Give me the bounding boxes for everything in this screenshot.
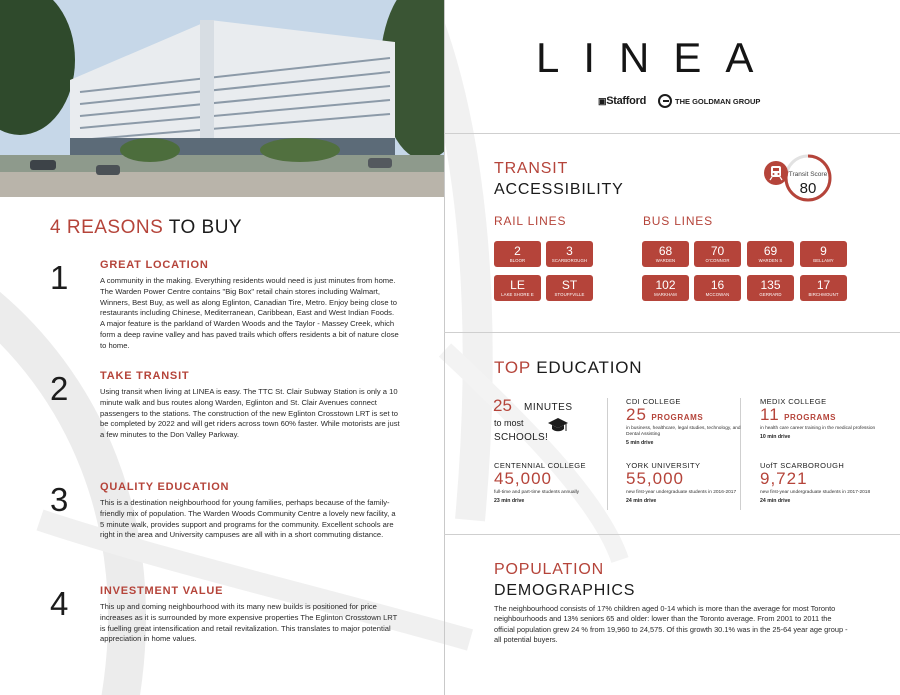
school-name: UofT SCARBOROUGH bbox=[760, 461, 845, 470]
schools-text: SCHOOLS! bbox=[494, 432, 549, 443]
bus-code: 9 bbox=[820, 244, 827, 258]
education-medix-college bbox=[760, 397, 885, 440]
bus-code: 69 bbox=[763, 244, 778, 258]
stafford-logo: ▣Stafford bbox=[598, 95, 646, 107]
bus-name: GERRARD bbox=[759, 292, 782, 297]
bus-tile bbox=[800, 241, 847, 267]
bus-code: 16 bbox=[710, 278, 725, 292]
linea-logo: LINEA bbox=[536, 34, 778, 81]
rail-code: LE bbox=[510, 278, 525, 292]
rail-tile bbox=[494, 241, 541, 267]
rail-name: SCARBOROUGH bbox=[551, 258, 588, 263]
bus-lines-heading: BUS LINES bbox=[643, 214, 713, 228]
education-centennial-college bbox=[494, 461, 619, 504]
rail-tile bbox=[494, 275, 541, 301]
rail-name: STOUFFVILLE bbox=[554, 292, 585, 297]
school-stat: 11 bbox=[760, 405, 780, 424]
stafford-logo-text: Stafford bbox=[606, 95, 646, 107]
school-description: full-time and part-time students annually bbox=[494, 490, 580, 495]
bus-tile bbox=[642, 241, 689, 267]
reason-number: 1 bbox=[50, 259, 69, 296]
minutes-number: 25 bbox=[493, 396, 512, 415]
education-uoft-scarborough bbox=[760, 461, 885, 504]
bus-tile bbox=[642, 275, 689, 301]
school-drive-time: 24 min drive bbox=[626, 498, 657, 505]
bus-tile bbox=[694, 275, 741, 301]
school-name: CDI COLLEGE bbox=[626, 397, 681, 406]
graduation-cap-icon bbox=[547, 416, 569, 434]
school-description: in business, healthcare, legal studies, technology, and Dental Assisting bbox=[626, 426, 741, 438]
school-stat: 25 bbox=[626, 405, 647, 424]
reason-body: A community in the making. Everything residents would need is just minutes from home. The Warden Power Centre contains "Big Box" retail chain stores including Walmart, Winners, Best Buy, as well as along Eglinton, Canadian Tire, Metro. Enjoy being close to restaurants including Chinese, Mediterranean, Caribbean, East and West Indian Foods. A major feature is the parkland of Warden Woods and the Taylor - Massey Creek, which form a deep ravine valley and has paved trails which offers residents a bit of nature close to home. bbox=[100, 276, 399, 350]
bus-code: 68 bbox=[658, 244, 673, 258]
school-description: new first-year undergraduate students in 2016-2017 bbox=[626, 490, 737, 495]
bus-code: 135 bbox=[760, 278, 781, 292]
section-rule bbox=[444, 133, 900, 134]
reason-heading: TAKE TRANSIT bbox=[100, 370, 190, 382]
bus-name: MCCOWAN bbox=[705, 292, 730, 297]
reason-number: 3 bbox=[50, 481, 69, 518]
school-drive-time: 24 min drive bbox=[760, 498, 791, 505]
rail-lines-heading: RAIL LINES bbox=[494, 214, 567, 228]
to-most-text: to most bbox=[494, 418, 524, 428]
column-divider bbox=[444, 0, 445, 695]
developer-logos bbox=[598, 94, 760, 108]
minutes-word: MINUTES bbox=[524, 402, 573, 413]
hero-building-rendering bbox=[0, 0, 444, 197]
school-stat: 45,000 bbox=[494, 469, 552, 488]
school-stat: 9,721 bbox=[760, 469, 808, 488]
school-name: MEDIX COLLEGE bbox=[760, 397, 827, 406]
reason-number: 2 bbox=[50, 370, 69, 407]
bus-name: WARDEN S bbox=[758, 258, 783, 263]
reasons-title bbox=[50, 217, 242, 239]
rail-code: 3 bbox=[566, 244, 573, 258]
school-stat-unit: PROGRAMS bbox=[784, 413, 837, 422]
transit-score-label: Transit Score bbox=[788, 171, 828, 178]
school-description: new first-year undergraduate students in 2017-2018 bbox=[760, 490, 871, 495]
bus-name: WARDEN bbox=[655, 258, 676, 263]
bus-name: MARKHAM bbox=[654, 292, 677, 297]
goldman-group-text: THE GOLDMAN GROUP bbox=[674, 96, 761, 106]
rail-tile bbox=[546, 241, 593, 267]
section-rule bbox=[444, 534, 900, 535]
rail-code: ST bbox=[561, 278, 578, 292]
goldman-group-logo bbox=[658, 94, 760, 108]
bus-tile bbox=[800, 275, 847, 301]
education-title bbox=[494, 358, 642, 378]
education-title-rest: EDUCATION bbox=[536, 358, 643, 377]
bus-tile bbox=[694, 241, 741, 267]
bus-code: 102 bbox=[655, 278, 676, 292]
reason-heading: GREAT LOCATION bbox=[100, 259, 209, 271]
transit-title-rest: ACCESSIBILITY bbox=[494, 181, 624, 198]
bus-code: 17 bbox=[816, 278, 831, 292]
reason-body: Using transit when living at LINEA is easy. The TTC St. Clair Subway Station is only a 10 minute walk and bus routes along Warden, Eglinton and St. Clair Avenues connect passengers to the stations. The construction of the new Eglinton Crosstown LRT is set to be completed by 2022 and will get riders across town 60% faster. While motorists are just a few minutes to the Don Valley Parkway. bbox=[100, 387, 400, 440]
school-drive-time: 10 min drive bbox=[760, 434, 791, 441]
rail-name: LAKE SHORE E bbox=[501, 292, 534, 297]
population-title-rest: DEMOGRAPHICS bbox=[494, 582, 636, 599]
bus-name: BELLAMY bbox=[813, 258, 834, 263]
rail-name: BLOOR bbox=[509, 258, 526, 263]
education-york-university bbox=[626, 461, 751, 504]
bus-tile bbox=[747, 241, 794, 267]
rail-code: 2 bbox=[514, 244, 521, 258]
school-stat-unit: PROGRAMS bbox=[651, 413, 704, 422]
school-stat: 55,000 bbox=[626, 469, 684, 488]
school-drive-time: 5 min drive bbox=[626, 440, 654, 447]
reasons-title-rest: TO BUY bbox=[168, 217, 243, 238]
population-title-accent: POPULATION bbox=[494, 561, 604, 578]
population-body: The neighbourhood consists of 17% children aged 0-14 which is more than the average for most Toronto neighbourhoods and 13% seniors 65 and older: lower than the Toronto average. From 2001 to 2011 the official population grew 24 % from 19,960 to 24,575. Of this growth 30.1% was in the 25-64 year age group - all potential buyers. bbox=[494, 604, 848, 644]
transit-title-accent: TRANSIT bbox=[494, 160, 569, 177]
reason-heading: INVESTMENT VALUE bbox=[100, 585, 224, 597]
school-name: YORK UNIVERSITY bbox=[626, 461, 701, 470]
education-cdi-college bbox=[626, 397, 751, 446]
reason-body: This is a destination neighbourhood for young families, perhaps because of the family-friendly mix of population. The Warden Woods Community Centre a lovely new facility, a 5 minute walk, provides support and programs for the community. Excellent schools are right in the area and University campuses are all with in a short commuting distance. bbox=[100, 498, 396, 540]
reason-number: 4 bbox=[50, 585, 69, 622]
bus-name: BIRCHMOUNT bbox=[808, 292, 839, 297]
school-name: CENTENNIAL COLLEGE bbox=[494, 461, 586, 470]
bus-tile bbox=[747, 275, 794, 301]
reason-body: This up and coming neighbourhood with its many new builds is positioned for price increases as it is surrounded by more expensive properties The Eglinton Crosstown LRT is fuelling great intensification and retail revitalization. This translates to major potential appreciation in home values. bbox=[100, 602, 398, 644]
school-description: in health care career training in the medical profession bbox=[760, 426, 876, 431]
bus-code: 70 bbox=[710, 244, 725, 258]
bus-name: O'CONNOR bbox=[705, 258, 730, 263]
reason-heading: QUALITY EDUCATION bbox=[100, 481, 230, 493]
transit-score-value: 80 bbox=[799, 180, 817, 197]
rail-tile bbox=[546, 275, 593, 301]
goldman-mark-icon bbox=[658, 94, 672, 108]
school-drive-time: 23 min drive bbox=[494, 498, 525, 505]
section-rule bbox=[444, 332, 900, 333]
education-title-accent: TOP bbox=[494, 358, 531, 377]
reasons-title-accent: 4 REASONS bbox=[50, 217, 164, 238]
